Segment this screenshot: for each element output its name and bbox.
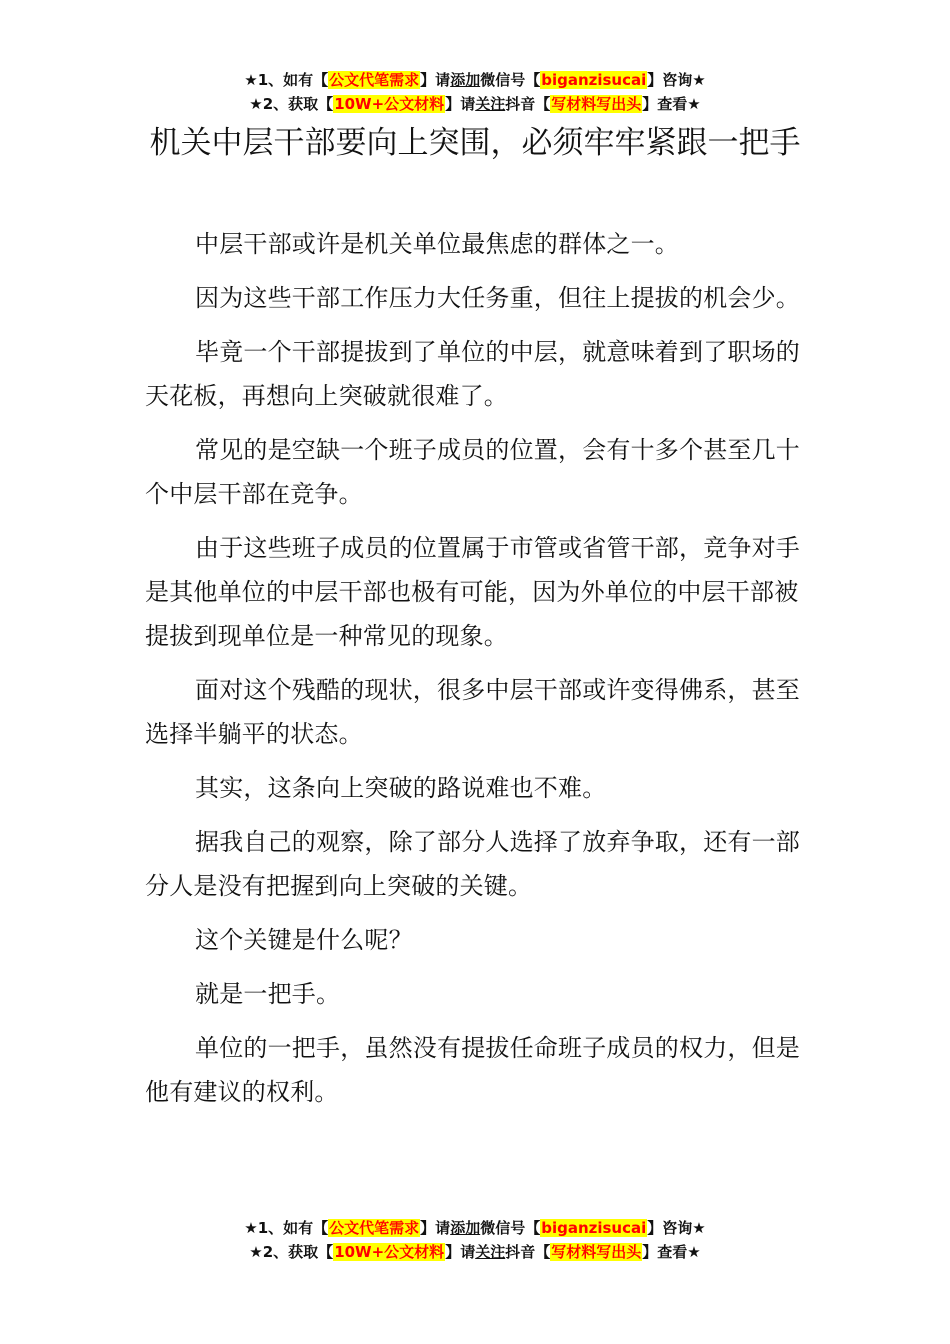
- banner-underlined: 关注: [475, 95, 506, 113]
- highlight-materials: 10W+公文材料: [334, 1243, 445, 1261]
- paragraph: 其实，这条向上突破的路说难也不难。: [195, 774, 607, 802]
- banner-text: 】请: [445, 1243, 476, 1261]
- banner-line-1: [0, 1216, 950, 1240]
- banner-text: ★1、如有【: [244, 71, 329, 89]
- banner-text: 】请: [420, 1219, 451, 1237]
- highlight-service: 公文代笔需求: [329, 71, 420, 89]
- paragraph: 毕竟一个干部提拔到了单位的中层，就意味着到了职场的天花板，再想向上突破就很难了。: [145, 338, 800, 410]
- paragraph: 据我自己的观察，除了部分人选择了放弃争取，还有一部分人是没有把握到向上突破的关键。: [145, 828, 800, 900]
- paragraph: 因为这些干部工作压力大任务重，但往上提拔的机会少。: [195, 284, 800, 312]
- banner-text: 】请: [420, 71, 451, 89]
- banner-line-1: [0, 68, 950, 92]
- banner-text: 微信号【: [480, 1219, 541, 1237]
- paragraph: 由于这些班子成员的位置属于市管或省管干部，竞争对手是其他单位的中层干部也极有可能，因为外单位的中层干部被提拔到现单位是一种常见的现象。: [145, 534, 800, 650]
- highlight-wechat-id: biganzisucai: [541, 1219, 647, 1237]
- banner-text: 】查看★: [642, 95, 701, 113]
- banner-underlined: 关注: [475, 1243, 506, 1261]
- banner-text: ★1、如有【: [244, 1219, 329, 1237]
- paragraph: 就是一把手。: [195, 980, 341, 1008]
- banner-text: 】咨询★: [647, 71, 706, 89]
- paragraph: 常见的是空缺一个班子成员的位置，会有十多个甚至几十个中层干部在竞争。: [145, 436, 800, 508]
- banner-underlined: 添加: [450, 1219, 481, 1237]
- highlight-service: 公文代笔需求: [329, 1219, 420, 1237]
- banner-line-2: [0, 92, 950, 116]
- banner-text: ★2、获取【: [249, 95, 334, 113]
- paragraph: 中层干部或许是机关单位最焦虑的群体之一。: [195, 230, 679, 258]
- banner-underlined: 添加: [450, 71, 481, 89]
- document-title: 机关中层干部要向上突围，必须牢牢紧跟一把手: [149, 125, 801, 161]
- banner-text: 抖音【: [505, 95, 551, 113]
- highlight-materials: 10W+公文材料: [334, 95, 445, 113]
- document-body: [145, 222, 807, 1124]
- paragraph: 这个关键是什么呢？: [195, 926, 413, 954]
- highlight-wechat-id: biganzisucai: [541, 71, 647, 89]
- footer-banner: [0, 1216, 950, 1264]
- banner-text: 】请: [445, 95, 476, 113]
- banner-text: 抖音【: [505, 1243, 551, 1261]
- banner-text: 微信号【: [480, 71, 541, 89]
- paragraph: 单位的一把手，虽然没有提拔任命班子成员的权力，但是他有建议的权利。: [145, 1034, 800, 1106]
- banner-line-2: [0, 1240, 950, 1264]
- highlight-douyin-id: 写材料写出头: [551, 1243, 642, 1261]
- banner-text: 】咨询★: [647, 1219, 706, 1237]
- banner-text: ★2、获取【: [249, 1243, 334, 1261]
- paragraph: 面对这个残酷的现状，很多中层干部或许变得佛系，甚至选择半躺平的状态。: [145, 676, 800, 748]
- highlight-douyin-id: 写材料写出头: [551, 95, 642, 113]
- header-banner: [0, 68, 950, 116]
- banner-text: 】查看★: [642, 1243, 701, 1261]
